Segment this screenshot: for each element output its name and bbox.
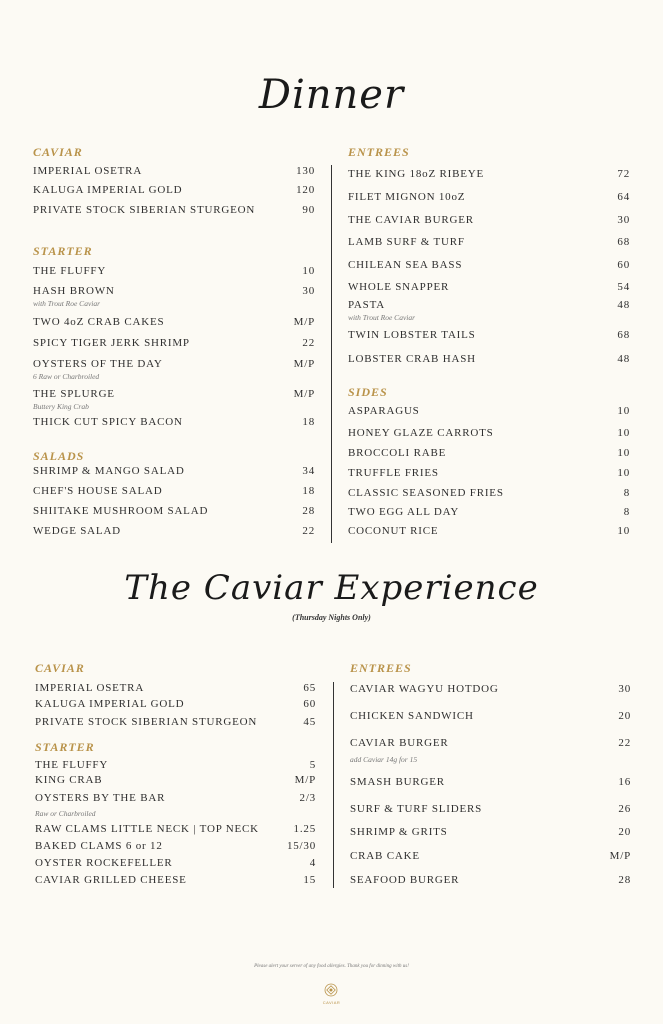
section-heading-salads: SALADS bbox=[33, 449, 85, 463]
item-note: with Trout Roe Caviar bbox=[33, 299, 101, 308]
experience-left-column: CAVIAR IMPERIAL OSETRA 65 KALUGA IMPERIAL GOLD 60 PRIVATE STOCK SIBERIAN STURGEON 45 STARTER THE FLUFFY 5 KING CRAB M/P OYSTERS BY THE BAR 2/3 Raw or Charbroiled RAW CLAMS LITTLE NECK | TOP NECK 1.25 BAKED CLAMS 6 or 12 15/30 OYSTER ROCKEFELLER 4 CAVIAR GRILLED CHEESE 15 bbox=[35, 661, 316, 886]
section-heading-starter: STARTER bbox=[35, 740, 95, 754]
section-heading-starter: STARTER bbox=[33, 244, 93, 258]
column-divider bbox=[331, 165, 332, 543]
caviar-logo-icon bbox=[321, 980, 341, 1000]
dinner-title: Dinner bbox=[258, 72, 405, 118]
item-note: with Trout Roe Caviar bbox=[348, 313, 416, 322]
section-heading-caviar: CAVIAR bbox=[35, 661, 85, 675]
item-note: Raw or Charbroiled bbox=[35, 809, 96, 818]
dinner-right-column: ENTREES THE KING 18oZ RIBEYE 72 FILET MIGNON 10oZ 64 THE CAVIAR BURGER 30 LAMB SURF & TURF 68 CHILEAN SEA BASS 60 WHOLE SNAPPER 54 PASTA 48 with Trout Roe Caviar TWIN LOBSTER TAILS 68 LOBSTER CRAB HASH 48 SIDES ASPARAGUS 10 HONEY GLAZE CARROTS 10 BROCCOLI RABE 10 TRUFFLE FRIES 10 CLASSIC SEASONED FRIES 8 TWO EGG ALL DAY 8 COCONUT RICE 10 bbox=[348, 145, 630, 537]
section-heading-caviar: CAVIAR bbox=[33, 145, 83, 159]
section-heading-sides: SIDES bbox=[348, 385, 388, 399]
column-divider bbox=[333, 682, 334, 888]
item-note: add Caviar 14g for 15 bbox=[350, 755, 418, 764]
experience-title: The Caviar Experience bbox=[124, 568, 539, 608]
experience-right-column: ENTREES CAVIAR WAGYU HOTDOG 30 CHICKEN SANDWICH 20 CAVIAR BURGER 22 add Caviar 14g for 15 SMASH BURGER 16 SURF & TURF SLIDERS 26 SHRIMP & GRITS 20 CRAB CAKE M/P SEAFOOD BURGER 28 bbox=[350, 661, 631, 886]
item-note: Buttery King Crab bbox=[33, 402, 89, 411]
item-note: 6 Raw or Charbroiled bbox=[33, 372, 100, 381]
experience-subtitle: (Thursday Nights Only) bbox=[292, 613, 371, 622]
allergy-notice: Please alert your server of any food allergies. Thank you for dinning with us! bbox=[254, 964, 409, 969]
logo-text: CAVIAR bbox=[322, 1000, 341, 1005]
dinner-left-column: CAVIAR IMPERIAL OSETRA 130 KALUGA IMPERIAL GOLD 120 PRIVATE STOCK SIBERIAN STURGEON 90 STARTER THE FLUFFY 10 HASH BROWN 30 with Trout Roe Caviar TWO 4oZ CRAB CAKES M/P SPICY TIGER JERK SHRIMP 22 OYSTERS OF THE DAY M/P 6 Raw or Charbroiled THE SPLURGE M/P Buttery King Crab THICK CUT SPICY BACON 18 SALADS SHRIMP & MANGO SALAD 34 CHEF'S HOUSE SALAD 18 SHIITAKE MUSHROOM SALAD 28 WEDGE SALAD 22 bbox=[33, 145, 315, 537]
section-heading-entrees: ENTREES bbox=[348, 145, 410, 159]
section-heading-entrees: ENTREES bbox=[350, 661, 412, 675]
